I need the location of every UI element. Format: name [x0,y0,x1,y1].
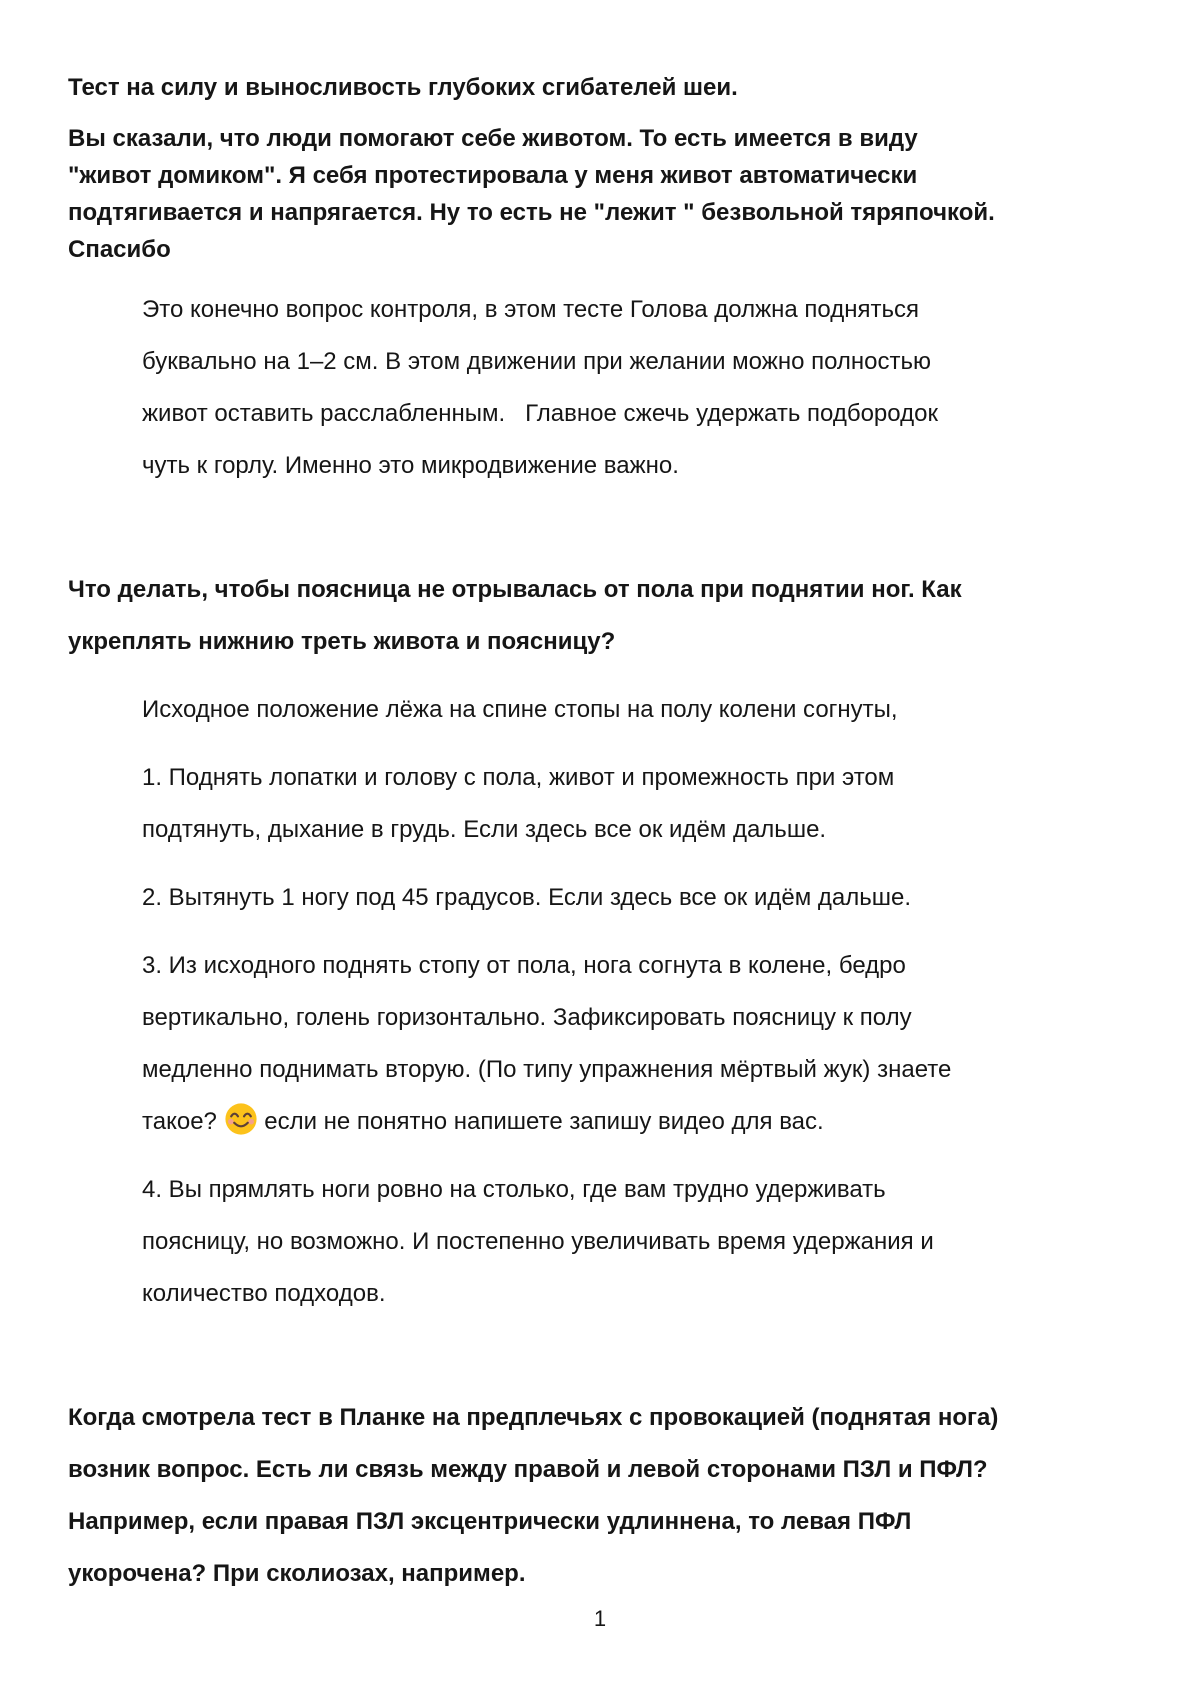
answer-step-4 [68,1164,1132,1320]
question-title [68,72,1132,104]
text-line: буквально на 1–2 см. В этом движении при желании можно полностью [142,348,931,375]
text-line: Тест на силу и выносливость глубоких сгибателей шеи. [68,74,738,101]
smiling-face-with-smiling-eyes-emoji [224,1102,258,1136]
text-line: количество подходов. [142,1280,386,1307]
text-line: 4. Вы прямлять ноги ровно на столько, где вам трудно удерживать [142,1176,886,1203]
text-line: возник вопрос. Есть ли связь между правой и левой сторонами ПЗЛ и ПФЛ? [68,1456,988,1483]
text-line: подтянуть, дыхание в грудь. Если здесь все ок идём дальше. [142,816,827,843]
text-line: медленно поднимать вторую. (По типу упражнения мёртвый жук) знаете [142,1056,952,1083]
answer-paragraph-start-position [68,684,1132,736]
text-line: вертикально, голень горизонтально. Зафиксировать поясницу к полу [142,1004,912,1031]
text-line: подтягивается и напрягается. Ну то есть не "лежит " безвольной тяряпочкой. [68,199,995,226]
text-line: 3. Из исходного поднять стопу от пола, нога согнута в колене, бедро [142,952,906,979]
text-line: поясницу, но возможно. И постепенно увеличивать время удержания и [142,1228,934,1255]
text-line: Исходное положение лёжа на спине стопы на полу колени согнуты, [142,696,898,723]
text-line: Вы сказали, что люди помогают себе животом. То есть имеется в виду [68,125,918,152]
text-line: Что делать, чтобы поясница не отрывалась от пола при поднятии ног. Как [68,576,962,603]
text-line: "живот домиком". Я себя протестировала у меня живот автоматически [68,162,918,189]
text-line: Это конечно вопрос контроля, в этом тесте Голова должна подняться [142,296,919,323]
question-heading-lower-back [68,564,1132,668]
text-line: 2. Вытянуть 1 ногу под 45 градусов. Если здесь все ок идём дальше. [142,884,912,911]
text-line: Спасибо [68,236,171,263]
text-line: укреплять нижнию треть живота и поясницу? [68,628,616,655]
text-line [142,1096,1132,1148]
text-line: чуть к горлу. Именно это микродвижение важно. [142,452,679,479]
text-line: укорочена? При сколиозах, например. [68,1560,526,1587]
answer-step-3 [68,940,1132,1148]
text-line: Например, если правая ПЗЛ эксцентрически удлиннена, то левая ПФЛ [68,1508,912,1535]
answer-step-1 [68,752,1132,856]
text-line: 1. Поднять лопатки и голову с пола, живот и промежность при этом [142,764,895,791]
answer-paragraph-control [68,284,1132,492]
question-text-belly [68,120,1132,268]
question-heading-plank-pzl-pfl [68,1392,1132,1600]
text-line: Когда смотрела тест в Планке на предплечьях с провокацией (поднятая нога) [68,1404,999,1431]
answer-step-2 [68,872,1132,924]
text-segment: если не понятно напишете запишу видео для вас. [257,1108,824,1135]
page-number: 1 [593,1606,607,1631]
text-line: живот оставить расслабленным. Главное сжечь удержать подбородок [142,400,938,427]
text-segment: такое? [142,1108,224,1135]
